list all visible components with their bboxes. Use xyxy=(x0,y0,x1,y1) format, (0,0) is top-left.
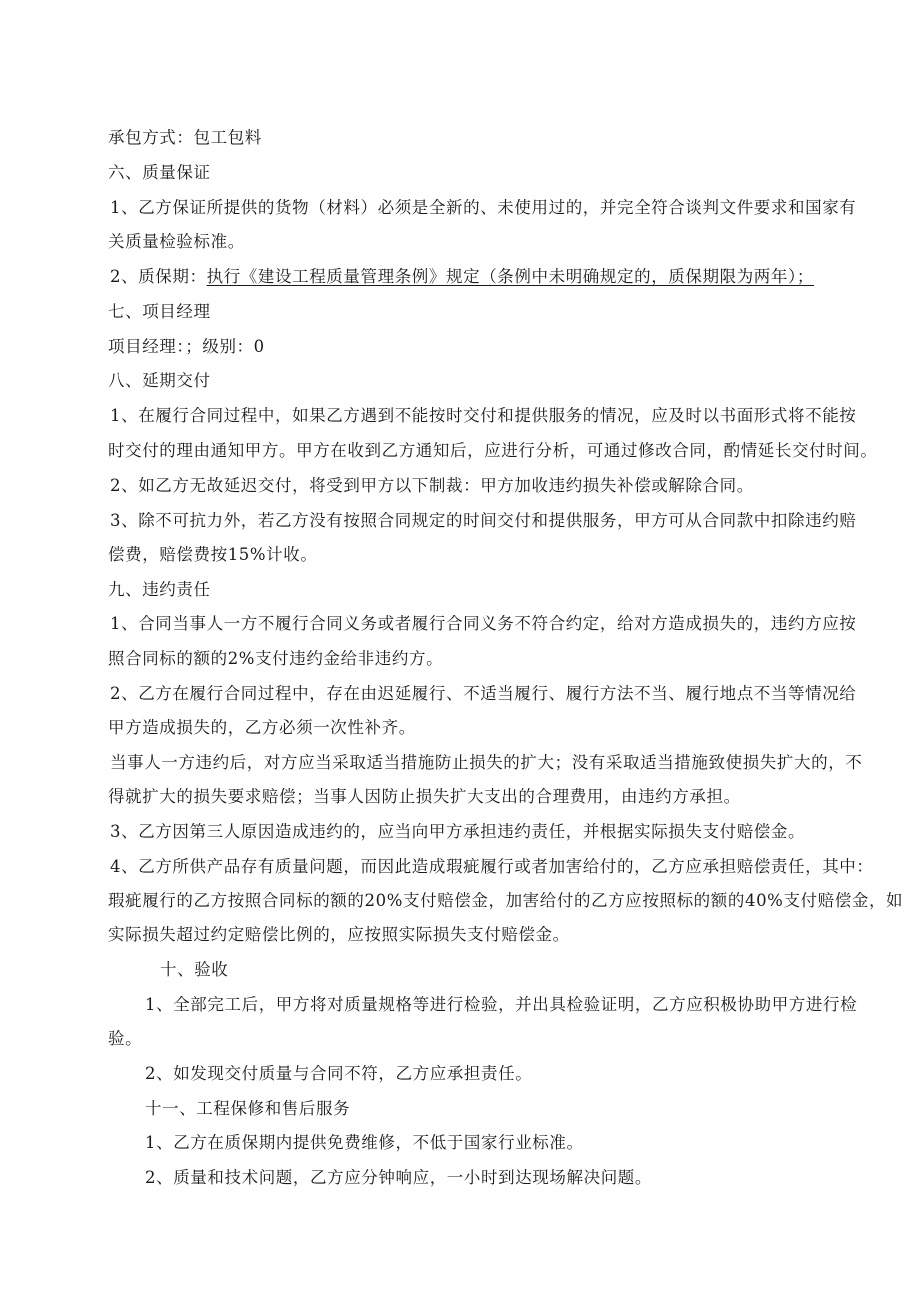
section-9-item-1-line-1: 1、合同当事人一方不履行合同义务或者履行合同义务不符合约定，给对方造成损失的，违约方应按 xyxy=(110,614,857,633)
section-6-heading: 六、质量保证 xyxy=(108,163,211,182)
section-7-heading: 七、项目经理 xyxy=(108,302,211,321)
section-8-item-2: 2、如乙方无故延迟交付，将受到甲方以下制裁：甲方加收违约损失补偿或解除合同。 xyxy=(110,476,754,495)
section-9-item-2-line-1: 2、乙方在履行合同过程中，存在由迟延履行、不适当履行、履行方法不当、履行地点不当等情况给 xyxy=(110,684,857,703)
section-8-item-3-line-1: 3、除不可抗力外，若乙方没有按照合同规定的时间交付和提供服务，甲方可从合同款中扣除违约赔 xyxy=(110,511,857,530)
section-8-item-3-line-2: 偿费，赔偿费按15%计收。 xyxy=(108,545,318,564)
section-9-item-4-line-1: 4、乙方所供产品存有质量问题，而因此造成瑕疵履行或者加害给付的，乙方应承担赔偿责任，其中： xyxy=(110,857,874,876)
warranty-label: 2、质保期： xyxy=(110,267,207,286)
section-9-heading: 九、违约责任 xyxy=(108,580,211,599)
section-11-item-1: 1、乙方在质保期内提供免费维修，不低于国家行业标准。 xyxy=(145,1133,584,1152)
contract-mode: 承包方式：包工包料 xyxy=(108,128,262,147)
section-6-item-1-line-1: 1、乙方保证所提供的货物（材料）必须是全新的、未使用过的，并完全符合谈判文件要求和国家有 xyxy=(110,198,857,217)
section-11-heading: 十一、工程保修和售后服务 xyxy=(145,1099,351,1118)
section-9-item-2-line-2: 甲方造成损失的，乙方必须一次性补齐。 xyxy=(108,718,416,737)
section-8-item-1-line-2: 时交付的理由通知甲方。甲方在收到乙方通知后，应进行分析，可通过修改合同，酌情延长交付时间。 xyxy=(108,441,878,460)
section-8-item-1-line-1: 1、在履行合同过程中，如果乙方遇到不能按时交付和提供服务的情况，应及时以书面形式将不能按 xyxy=(110,406,857,425)
section-10-item-1-line-2: 验。 xyxy=(108,1029,143,1048)
section-9-item-1-line-2: 照合同标的额的2%支付违约金给非违约方。 xyxy=(108,649,444,668)
section-9-item-3: 3、乙方因第三人原因造成违约的，应当向甲方承担违约责任，并根据实际损失支付赔偿金。 xyxy=(110,822,806,841)
project-manager-line: 项目经理：；级别：0 xyxy=(108,337,265,356)
section-10-item-1-line-1: 1、全部完工后，甲方将对质量规格等进行检验，并出具检验证明，乙方应积极协助甲方进行检 xyxy=(145,995,858,1014)
section-9-item-4-line-3: 实际损失超过约定赔偿比例的，应按照实际损失支付赔偿金。 xyxy=(108,925,570,944)
section-10-item-2: 2、如发现交付质量与合同不符，乙方应承担责任。 xyxy=(145,1064,533,1083)
section-9-paragraph-line-2: 得就扩大的损失要求赔偿；当事人因防止损失扩大支出的合理费用，由违约方承担。 xyxy=(108,787,741,806)
section-8-heading: 八、延期交付 xyxy=(108,371,211,390)
section-9-paragraph-line-1: 当事人一方违约后，对方应当采取适当措施防止损失的扩大；没有采取适当措施致使损失扩大的，不 xyxy=(110,753,863,772)
section-9-item-4-line-2: 瑕疵履行的乙方按照合同标的额的20%支付赔偿金，加害给付的乙方应按照标的额的40%支付赔偿金，如 xyxy=(108,891,904,910)
warranty-clause: 执行《建设工程质量管理条例》规定（条例中未明确规定的，质保期限为两年）； xyxy=(206,267,814,286)
section-10-heading: 十、验收 xyxy=(160,960,229,979)
section-6-item-1-line-2: 关质量检验标准。 xyxy=(108,232,245,251)
section-11-item-2: 2、质量和技术问题，乙方应分钟响应，一小时到达现场解决问题。 xyxy=(145,1168,652,1187)
section-6-item-2 xyxy=(110,266,814,288)
